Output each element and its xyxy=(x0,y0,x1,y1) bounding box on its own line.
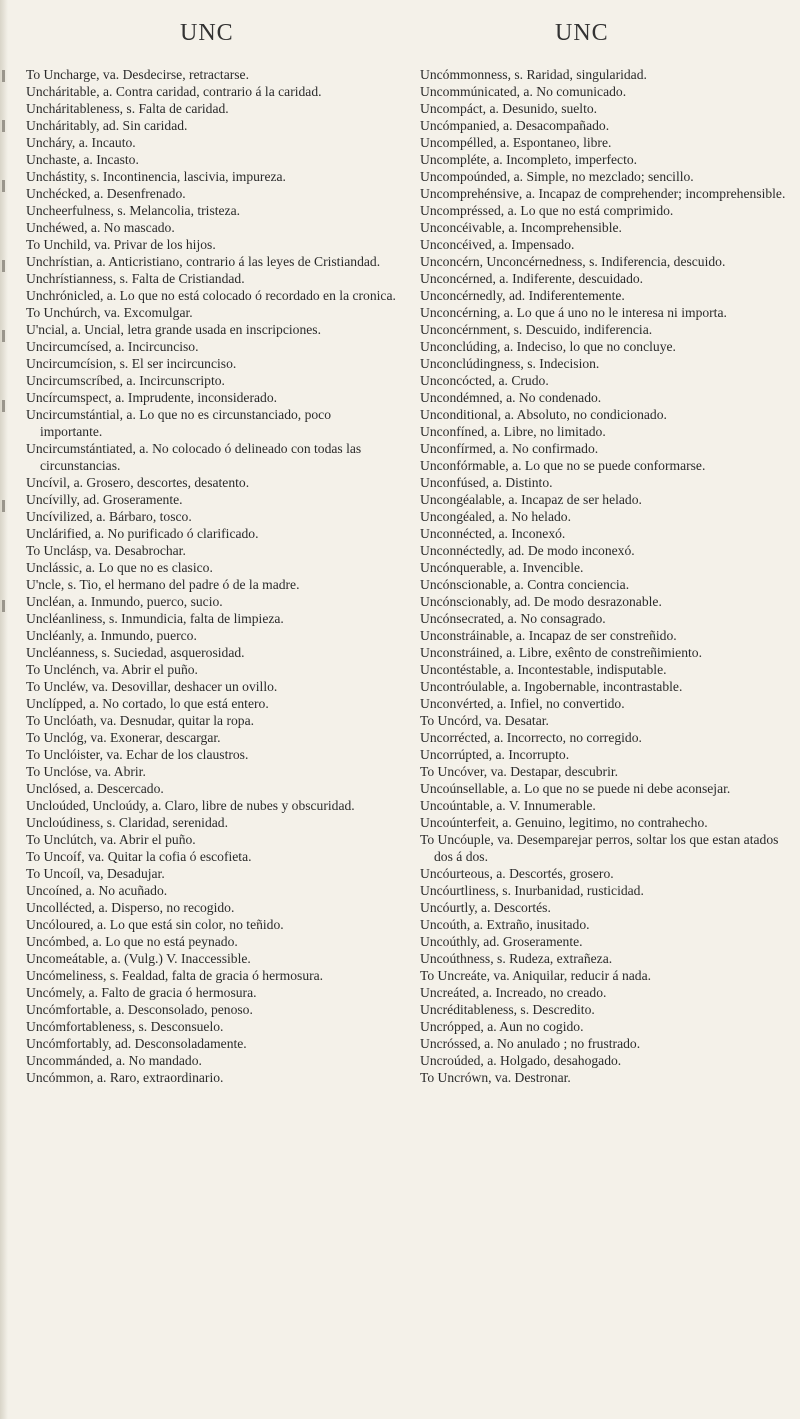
dictionary-entry: Unconfórmable, a. Lo que no se puede conformarse. xyxy=(420,458,706,473)
dictionary-entry: Unchécked, a. Desenfrenado. xyxy=(26,186,186,201)
dictionary-entry: Unconcérned, a. Indiferente, descuidado. xyxy=(420,271,644,286)
dictionary-entry: Uncívil, a. Grosero, descortes, desatento. xyxy=(26,475,250,490)
dictionary-entry: Uncreáted, a. Increado, no creado. xyxy=(420,985,607,1000)
dictionary-entry: Uncómfortably, ad. Desconsoladamente. xyxy=(26,1036,247,1051)
dictionary-entry: Uncónquerable, a. Invencible. xyxy=(420,560,584,575)
dictionary-entry: To Unclóath, va. Desnudar, quitar la ropa. xyxy=(26,713,255,728)
dictionary-entry: Uncómfortable, a. Desconsolado, penoso. xyxy=(26,1002,253,1017)
dictionary-entry: Uncoúnterfeit, a. Genuino, legitimo, no contrahecho. xyxy=(420,815,708,830)
dictionary-entry: Unclípped, a. No cortado, lo que está entero. xyxy=(26,696,269,711)
dictionary-entry: Uncómmonness, s. Raridad, singularidad. xyxy=(420,67,647,82)
dictionary-entry: Unclássic, a. Lo que no es clasico. xyxy=(26,560,213,575)
dictionary-entry: Uncoíned, a. No acuñado. xyxy=(26,883,168,898)
dictionary-entry: To Uncreáte, va. Aniquilar, reducir á nada. xyxy=(420,968,652,983)
dictionary-entry: Uncoúth, a. Extraño, inusitado. xyxy=(420,917,590,932)
dictionary-entry: Uncompáct, a. Desunido, suelto. xyxy=(420,101,598,116)
dictionary-entry: Unconnécted, a. Inconexó. xyxy=(420,526,566,541)
dictionary-entry: Uncomeátable, a. (Vulg.) V. Inaccessible. xyxy=(26,951,251,966)
dictionary-entry: Uncompoúnded, a. Simple, no mezclado; sencillo. xyxy=(420,169,694,184)
dictionary-entry: Uncómely, a. Falto de gracia ó hermosura. xyxy=(26,985,257,1000)
dictionary-entry: Uncoúntable, a. V. Innumerable. xyxy=(420,798,596,813)
dictionary-entry: Uncoúthness, s. Rudeza, extrañeza. xyxy=(420,951,613,966)
dictionary-entry: To Unchild, va. Privar de los hijos. xyxy=(26,237,216,252)
left-column xyxy=(26,66,396,1086)
dictionary-entry: Unchástity, s. Incontinencia, lascivia, impureza. xyxy=(26,169,286,184)
dictionary-entry: To Uncharge, va. Desdecirse, retractarse. xyxy=(26,67,249,82)
dictionary-entry: Uncontéstable, a. Incontestable, indisputable. xyxy=(420,662,667,677)
dictionary-entry: Unconstráinable, a. Incapaz de ser constreñido. xyxy=(420,628,677,643)
dictionary-entry: Uncroúded, a. Holgado, desahogado. xyxy=(420,1053,622,1068)
dictionary-entry: Unchrónicled, a. Lo que no está colocado ó recordado en la cronica. xyxy=(26,288,396,303)
dictionary-entry: To Uncrówn, va. Destronar. xyxy=(420,1070,571,1085)
dictionary-entry: Uncloúdiness, s. Claridad, serenidad. xyxy=(26,815,228,830)
dictionary-entry: Unclárified, a. No purificado ó clarificado. xyxy=(26,526,259,541)
dictionary-entry: To Uncóuple, va. Desemparejar perros, soltar los que estan atados dos á dos. xyxy=(420,832,779,864)
dictionary-entry: Uncháritableness, s. Falta de caridad. xyxy=(26,101,229,116)
right-column xyxy=(420,66,790,1086)
dictionary-entry: Uncívilly, ad. Groseramente. xyxy=(26,492,183,507)
page-edge xyxy=(0,0,8,1419)
dictionary-entry: Unconditional, a. Absoluto, no condicionado. xyxy=(420,407,667,422)
dictionary-entry: Uncóurteous, a. Descortés, grosero. xyxy=(420,866,614,881)
dictionary-entry: To Uncóver, va. Destapar, descubrir. xyxy=(420,764,619,779)
dictionary-entry: Uncómfortableness, s. Desconsuelo. xyxy=(26,1019,224,1034)
dictionary-entry: Uncheerfulness, s. Melancolia, tristeza. xyxy=(26,203,241,218)
dictionary-entry: Uncómbed, a. Lo que no está peynado. xyxy=(26,934,238,949)
dictionary-entry: Unconfúsed, a. Distinto. xyxy=(420,475,553,490)
dictionary-entry: Unconcéivable, a. Incomprehensible. xyxy=(420,220,622,235)
dictionary-entry: Uncircumcísion, s. El ser incircunciso. xyxy=(26,356,237,371)
dictionary-entry: Uncommánded, a. No mandado. xyxy=(26,1053,202,1068)
dictionary-entry: Uncomprehénsive, a. Incapaz de comprehender; incomprehensible. xyxy=(420,186,786,201)
dictionary-entry: To Unchúrch, va. Excomulgar. xyxy=(26,305,193,320)
dictionary-entry: Uncírcumspect, a. Imprudente, inconsiderado. xyxy=(26,390,278,405)
dictionary-entry: Unconfíned, a. Libre, no limitado. xyxy=(420,424,606,439)
dictionary-entry: Uncónscionably, ad. De modo desrazonable. xyxy=(420,594,662,609)
dictionary-entry: Unconcérnment, s. Descuido, indiferencia. xyxy=(420,322,653,337)
dictionary-entry: U'ncial, a. Uncial, letra grande usada en inscripciones. xyxy=(26,322,321,337)
dictionary-entry: Unconfírmed, a. No confirmado. xyxy=(420,441,599,456)
dictionary-entry: Uncommúnicated, a. No comunicado. xyxy=(420,84,627,99)
dictionary-entry: To Unclásp, va. Desabrochar. xyxy=(26,543,186,558)
dictionary-entry: Uncloúded, Uncloúdy, a. Claro, libre de nubes y obscuridad. xyxy=(26,798,355,813)
dictionary-entry: Unclósed, a. Descercado. xyxy=(26,781,164,796)
dictionary-entry: Uncóloured, a. Lo que está sin color, no teñido. xyxy=(26,917,284,932)
dictionary-entry: Uncompélled, a. Espontaneo, libre. xyxy=(420,135,612,150)
dictionary-entry: Uncrópped, a. Aun no cogido. xyxy=(420,1019,584,1034)
dictionary-entry: Unconcérn, Unconcérnedness, s. Indiferencia, descuido. xyxy=(420,254,726,269)
dictionary-entry: To Unclóg, va. Exonerar, descargar. xyxy=(26,730,221,745)
dictionary-entry: U'ncle, s. Tio, el hermano del padre ó de la madre. xyxy=(26,577,300,592)
dictionary-entry: To Unclóse, va. Abrir. xyxy=(26,764,146,779)
dictionary-entry: Uncoúthly, ad. Groseramente. xyxy=(420,934,583,949)
dictionary-entry: Uncircumstántial, a. Lo que no es circunstanciado, poco importante. xyxy=(26,407,332,439)
dictionary-entry: To Unclénch, va. Abrir el puño. xyxy=(26,662,198,677)
dictionary-entry: Uncompréssed, a. Lo que no está comprimido. xyxy=(420,203,674,218)
dictionary-entry: Uncontróulable, a. Ingobernable, incontrastable. xyxy=(420,679,683,694)
dictionary-entry: To Unclútch, va. Abrir el puño. xyxy=(26,832,196,847)
dictionary-entry: To Uncoíf, va. Quitar la cofia ó escofieta. xyxy=(26,849,252,864)
dictionary-entry: Uncorrúpted, a. Incorrupto. xyxy=(420,747,570,762)
dictionary-entry: Unconclúdingness, s. Indecision. xyxy=(420,356,600,371)
dictionary-entry: Uncómmon, a. Raro, extraordinario. xyxy=(26,1070,224,1085)
dictionary-entry: Uncómeliness, s. Fealdad, falta de gracia ó hermosura. xyxy=(26,968,324,983)
dictionary-entry: Uncléanly, a. Inmundo, puerco. xyxy=(26,628,197,643)
dictionary-entry: Uncondémned, a. No condenado. xyxy=(420,390,602,405)
dictionary-entry: Uncircumscríbed, a. Incircunscripto. xyxy=(26,373,225,388)
dictionary-entry: Unconvérted, a. Infiel, no convertido. xyxy=(420,696,625,711)
dictionary-entry: Unconcérning, a. Lo que á uno no le interesa ni importa. xyxy=(420,305,727,320)
dictionary-entry: To Unclóister, va. Echar de los claustros. xyxy=(26,747,249,762)
right-running-header: UNC xyxy=(555,20,609,46)
dictionary-entry: Uncháritably, ad. Sin caridad. xyxy=(26,118,188,133)
dictionary-entry: Unchrístianness, s. Falta de Cristiandad. xyxy=(26,271,245,286)
dictionary-entry: Uncóurtliness, s. Inurbanidad, rusticidad. xyxy=(420,883,644,898)
dictionary-entry: Uncléanness, s. Suciedad, asquerosidad. xyxy=(26,645,245,660)
dictionary-entry: Uncháritable, a. Contra caridad, contrario á la caridad. xyxy=(26,84,322,99)
dictionary-entry: Uncorrécted, a. Incorrecto, no corregido. xyxy=(420,730,642,745)
dictionary-entry: Uncréditableness, s. Descredito. xyxy=(420,1002,595,1017)
dictionary-entry: Uncongéalable, a. Incapaz de ser helado. xyxy=(420,492,642,507)
dictionary-entry: Unconnéctedly, ad. De modo inconexó. xyxy=(420,543,635,558)
dictionary-entry: Uncircumstántiated, a. No colocado ó delineado con todas las circunstancias. xyxy=(26,441,362,473)
dictionary-entry: Uncóurtly, a. Descortés. xyxy=(420,900,551,915)
dictionary-entry: Uncollécted, a. Disperso, no recogido. xyxy=(26,900,235,915)
dictionary-entry: Unchaste, a. Incasto. xyxy=(26,152,139,167)
dictionary-entry: Uncónscionable, a. Contra conciencia. xyxy=(420,577,630,592)
dictionary-entry: Uncléan, a. Inmundo, puerco, sucio. xyxy=(26,594,223,609)
dictionary-entry: To Uncórd, va. Desatar. xyxy=(420,713,549,728)
dictionary-entry: Uncróssed, a. No anulado ; no frustrado. xyxy=(420,1036,641,1051)
dictionary-entry: Uncívilized, a. Bárbaro, tosco. xyxy=(26,509,192,524)
dictionary-entry: Unconclúding, a. Indeciso, lo que no concluye. xyxy=(420,339,676,354)
dictionary-entry: Uncómpanied, a. Desacompañado. xyxy=(420,118,610,133)
dictionary-entry: Unchrístian, a. Anticristiano, contrario á las leyes de Cristiandad. xyxy=(26,254,381,269)
dictionary-entry: Unchéwed, a. No mascado. xyxy=(26,220,175,235)
left-running-header: UNC xyxy=(180,20,234,46)
dictionary-entry: Unconcócted, a. Crudo. xyxy=(420,373,549,388)
dictionary-entry: Unconcéived, a. Impensado. xyxy=(420,237,575,252)
dictionary-entry: Uncónsecrated, a. No consagrado. xyxy=(420,611,606,626)
dictionary-entry: Uncompléte, a. Incompleto, imperfecto. xyxy=(420,152,638,167)
dictionary-entry: Uncoúnsellable, a. Lo que no se puede ni debe aconsejar. xyxy=(420,781,731,796)
dictionary-entry: Uncircumcísed, a. Incircunciso. xyxy=(26,339,199,354)
dictionary-entry: Unconcérnedly, ad. Indiferentemente. xyxy=(420,288,625,303)
dictionary-entry: Uncongéaled, a. No helado. xyxy=(420,509,571,524)
dictionary-entry: Unconstráined, a. Libre, exênto de constreñimiento. xyxy=(420,645,702,660)
dictionary-entry: To Uncoíl, va, Desadujar. xyxy=(26,866,165,881)
dictionary-entry: Uncléanliness, s. Inmundicia, falta de limpieza. xyxy=(26,611,284,626)
dictionary-entry: Uncháry, a. Incauto. xyxy=(26,135,136,150)
dictionary-entry: To Uncléw, va. Desovillar, deshacer un ovillo. xyxy=(26,679,278,694)
